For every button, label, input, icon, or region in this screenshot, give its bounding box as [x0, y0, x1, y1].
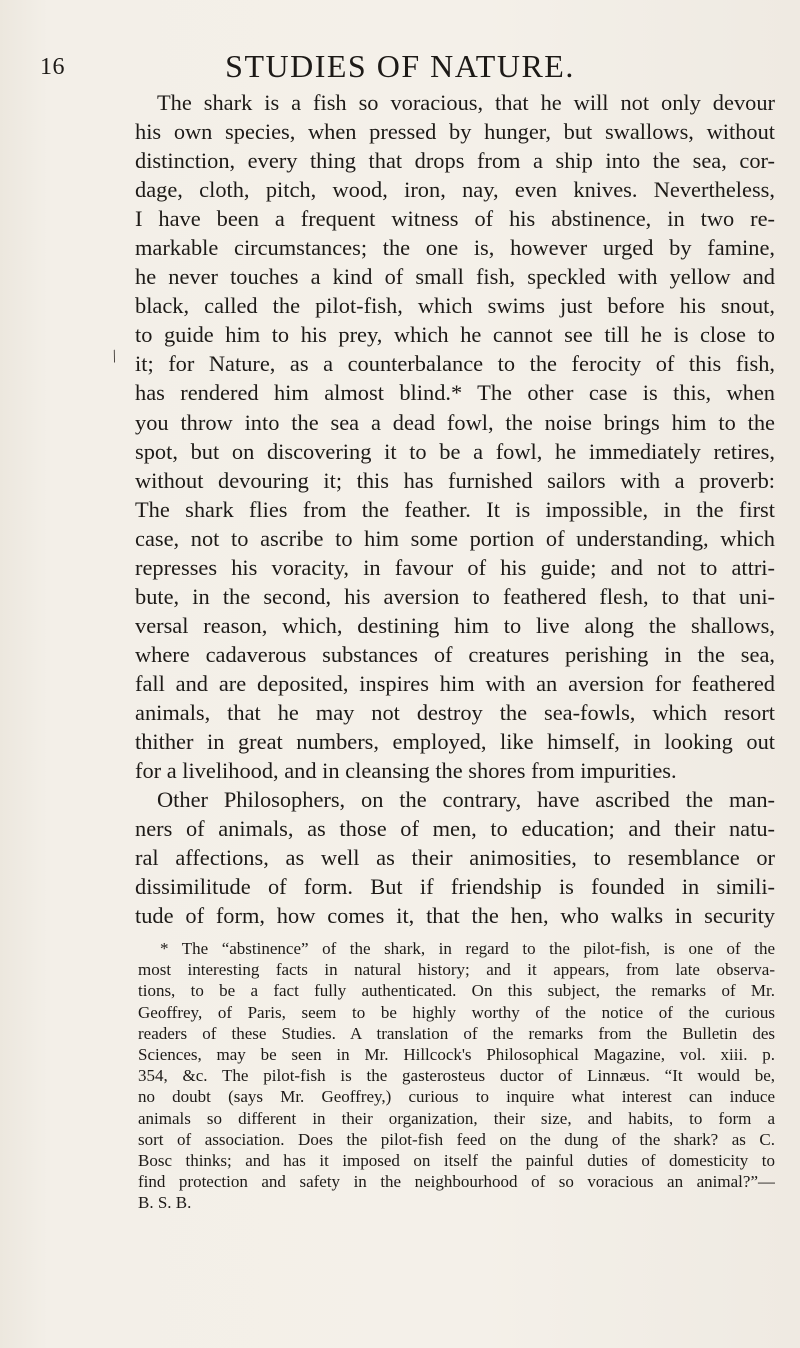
margin-mark: / — [108, 345, 121, 367]
text-line: versal reason, which, destining him to live along the shallows, — [135, 612, 775, 638]
text-line: markable circumstances; the one is, however urged by famine, — [135, 235, 775, 261]
text-line: The shark is a fish so voracious, that he will not only devour — [157, 90, 775, 115]
text-line: distinction, every thing that drops from a ship into the sea, cor- — [135, 148, 775, 174]
text-line: bute, in the second, his aversion to feathered flesh, to that uni- — [135, 583, 775, 609]
text-line: ners of animals, as those of men, to education; and their natu- — [135, 816, 775, 842]
footnote-line: * The “abstinence” of the shark, in regard to the pilot-fish, is one of the — [160, 939, 775, 958]
footnote-line: no doubt (says Mr. Geoffrey,) curious to inquire what interest can induce — [138, 1087, 775, 1107]
text-line: dage, cloth, pitch, wood, iron, nay, even knives. Nevertheless, — [135, 177, 775, 203]
text-line: has rendered him almost blind.* The other case is this, when — [135, 380, 775, 406]
footnote-line: sort of association. Does the pilot-fish feed on the dung of the shark? as C. — [138, 1129, 775, 1149]
text-line: represses his voracity, in favour of his guide; and not to attri- — [135, 554, 775, 580]
text-line: ral affections, as well as their animosities, to resemblance or — [135, 845, 775, 871]
text-line: animals, that he may not destroy the sea-fowls, which resort — [135, 699, 775, 725]
text-line: to guide him to his prey, which he cannot see till he is close to — [135, 322, 775, 348]
text-line: dissimilitude of form. But if friendship is founded in simili- — [135, 874, 775, 900]
text-line: I have been a frequent witness of his abstinence, in two re- — [135, 206, 775, 232]
text-line: spot, but on discovering it to be a fowl, he immediately retires, — [135, 438, 775, 464]
running-head — [40, 48, 760, 88]
text-line: you throw into the sea a dead fowl, the noise brings him to the — [135, 409, 775, 435]
footnote-line: Geoffrey, of Paris, seem to be highly worthy of the notice of the curious — [138, 1002, 775, 1022]
text-line: case, not to ascribe to him some portion of understanding, which — [135, 525, 775, 551]
footnote-line: find protection and safety in the neighbourhood of so voracious an animal?”— — [138, 1172, 775, 1192]
text-line: for a livelihood, and in cleansing the shores from impurities. — [135, 758, 677, 784]
text-line: The shark flies from the feather. It is impossible, in the first — [135, 496, 775, 522]
footnote-line: Bosc thinks; and has it imposed on itself the painful duties of domesticity to — [138, 1151, 775, 1171]
running-title: STUDIES OF NATURE. — [225, 48, 575, 84]
text-line: his own species, when pressed by hunger, but swallows, without — [135, 119, 775, 145]
text-line: it; for Nature, as a counterbalance to the ferocity of this fish, — [135, 351, 775, 377]
footnote-line: Sciences, may be seen in Mr. Hillcock's Philosophical Magazine, vol. xiii. p. — [138, 1045, 775, 1065]
text-line: fall and are deposited, inspires him with an aversion for feathered — [135, 670, 775, 696]
text-line: he never touches a kind of small fish, speckled with yellow and — [135, 264, 775, 290]
footnote — [138, 938, 775, 1214]
body-text — [135, 88, 775, 930]
page-number: 16 — [40, 54, 65, 80]
footnote-line: animals so different in their organization, their size, and habits, to form a — [138, 1108, 775, 1128]
text-line: tude of form, how comes it, that the hen, who walks in security — [135, 903, 775, 929]
text-line: where cadaverous substances of creatures perishing in the sea, — [135, 641, 775, 667]
footnote-line: B. S. B. — [138, 1193, 192, 1213]
paragraph — [135, 88, 775, 785]
text-line: Other Philosophers, on the contrary, have ascribed the man- — [157, 787, 775, 813]
text-line: black, called the pilot-fish, which swims just before his snout, — [135, 293, 775, 319]
footnote-line: tions, to be a fact fully authenticated. On this subject, the remarks of Mr. — [138, 981, 775, 1001]
text-line: without devouring it; this has furnished sailors with a proverb: — [135, 467, 775, 493]
footnote-line: readers of these Studies. A translation of the remarks from the Bulletin des — [138, 1023, 775, 1043]
paragraph — [135, 785, 775, 930]
footnote-line: most interesting facts in natural history; and it appears, from late observa- — [138, 960, 775, 980]
footnote-line: 354, &c. The pilot-fish is the gasterosteus ductor of Linnæus. “It would be, — [138, 1066, 775, 1086]
text-line: thither in great numbers, employed, like himself, in looking out — [135, 729, 775, 755]
